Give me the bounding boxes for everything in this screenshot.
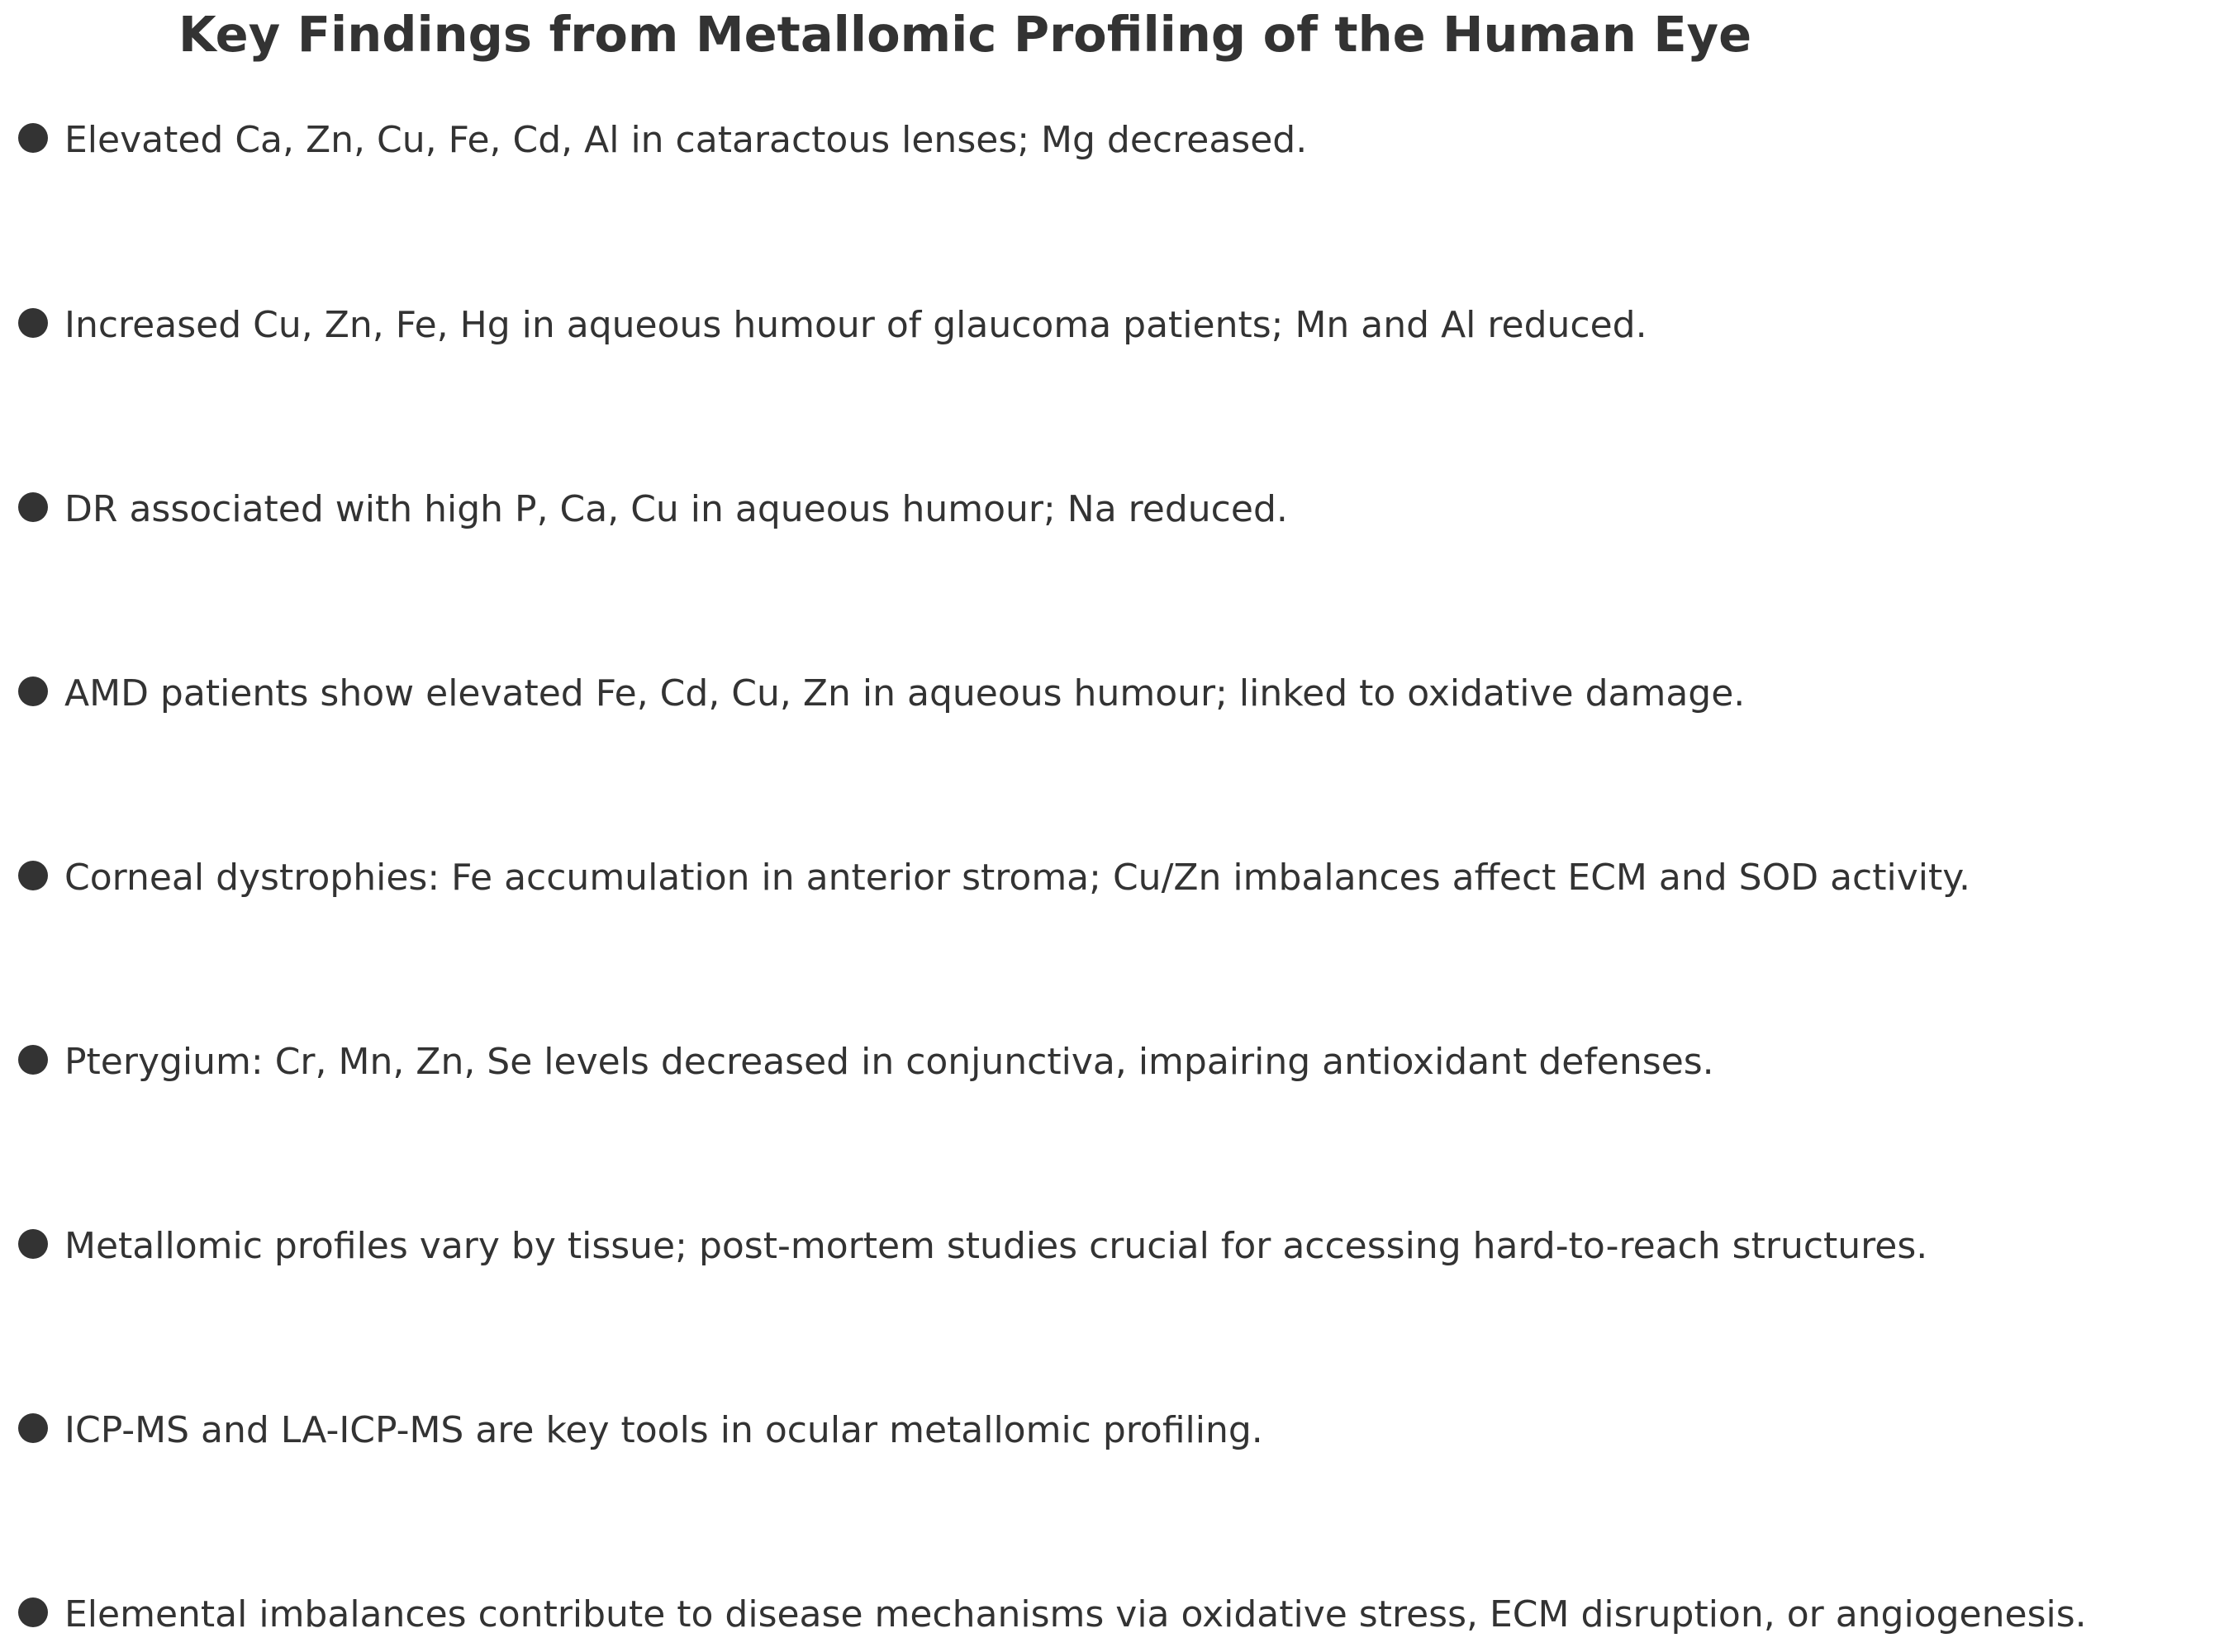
finding-item xyxy=(18,114,2216,165)
page-title: Key Findings from Metallomic Profiling of the Human Eye xyxy=(178,6,1752,63)
bullet-icon xyxy=(18,308,48,338)
finding-text: Elemental imbalances contribute to disease mechanisms via oxidative stress, ECM disruption, or angiogenesis. xyxy=(64,1593,2087,1635)
finding-text: Elevated Ca, Zn, Cu, Fe, Cd, Al in cataractous lenses; Mg decreased. xyxy=(64,119,1308,161)
finding-item xyxy=(18,1036,2216,1087)
bullet-icon xyxy=(18,492,48,522)
bullet-icon xyxy=(18,123,48,153)
finding-text: Pterygium: Cr, Mn, Zn, Se levels decreased in conjunctiva, impairing antioxidant defenses. xyxy=(64,1041,1714,1083)
finding-text: Increased Cu, Zn, Fe, Hg in aqueous humour of glaucoma patients; Mn and Al reduced. xyxy=(64,304,1647,346)
bullet-icon xyxy=(18,676,48,706)
finding-text: Corneal dystrophies: Fe accumulation in anterior stroma; Cu/Zn imbalances affect ECM and SOD activity. xyxy=(64,857,1970,899)
finding-item xyxy=(18,1220,2216,1271)
bullet-icon xyxy=(18,1045,48,1075)
finding-item xyxy=(18,1588,2216,1640)
finding-item xyxy=(18,1404,2216,1455)
finding-text: DR associated with high P, Ca, Cu in aqueous humour; Na reduced. xyxy=(64,488,1288,530)
bullet-icon xyxy=(18,1597,48,1627)
finding-text: ICP-MS and LA-ICP-MS are key tools in ocular metallomic profiling. xyxy=(64,1409,1263,1451)
finding-text: Metallomic profiles vary by tissue; post-mortem studies crucial for accessing hard-to-reach structures. xyxy=(64,1225,1928,1267)
bullet-icon xyxy=(18,861,48,890)
finding-text: AMD patients show elevated Fe, Cd, Cu, Zn in aqueous humour; linked to oxidative damage. xyxy=(64,672,1746,714)
finding-item xyxy=(18,667,2216,719)
finding-item xyxy=(18,483,2216,534)
finding-item xyxy=(18,852,2216,903)
bullet-icon xyxy=(18,1229,48,1259)
finding-item xyxy=(18,299,2216,350)
bullet-icon xyxy=(18,1413,48,1443)
